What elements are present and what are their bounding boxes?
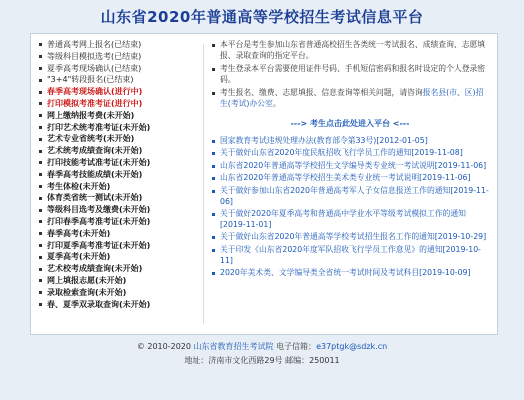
sidebar-menu-item[interactable] [39, 122, 199, 134]
sidebar-menu-label: 打印艺术统考准考证(未开始) [47, 122, 151, 132]
org-link[interactable]: 山东省教育招生考试院 [193, 342, 274, 351]
news-link-text: 国家教育考试违规处理办法(教育部令第33号)[2012-01-05] [220, 135, 428, 145]
copyright: © 2010-2020 [136, 342, 191, 351]
notice-column [211, 40, 489, 281]
notice-text: 本平台是考生参加山东省普通高校招生各类统一考试报名、成绩查询、志愿填报、录取查询的指定平台。 [220, 40, 486, 60]
footer-line-1 [0, 340, 524, 354]
bullet-icon [39, 67, 42, 70]
sidebar-menu-item[interactable] [39, 51, 199, 63]
bullet-icon [39, 279, 42, 282]
news-link-text: 2020年美术类、文学编导类全省统一考试时间及考试科目[2019-10-09] [220, 268, 471, 278]
sidebar-menu-label: 网上缴纳报考费(未开始) [47, 110, 135, 120]
sidebar-menu-item[interactable] [39, 204, 199, 216]
bullet-icon [212, 213, 215, 216]
bullet-icon [39, 126, 42, 129]
bullet-icon [39, 102, 42, 105]
email-label: 电子信箱： [276, 342, 317, 351]
news-item[interactable] [211, 136, 489, 147]
footer-address: 地址：济南市文化西路29号 邮编：250011 [184, 356, 340, 365]
sidebar-menu-item[interactable] [39, 145, 199, 157]
news-item[interactable] [211, 161, 489, 172]
sidebar-menu-label: 艺术统考成绩查询(未开始) [47, 146, 143, 156]
sidebar-menu-item[interactable] [39, 240, 199, 252]
sidebar-menu [39, 39, 199, 310]
bullet-icon [39, 185, 42, 188]
email-link[interactable]: e37ptgk@sdzk.cn [316, 342, 388, 351]
sidebar-menu-label: 体育类省统一测试(未开始) [47, 193, 143, 203]
news-item[interactable] [211, 245, 489, 266]
sidebar-menu-item[interactable] [39, 228, 199, 240]
bullet-icon [212, 92, 215, 95]
sidebar-menu-label: 夏季高考(未开始) [47, 252, 111, 262]
sidebar-menu-label: 春季高考技能成绩(未开始) [47, 169, 143, 179]
notice-text: 。 [272, 98, 281, 108]
notice-text: 考生报名、缴费、志愿填报、信息查询等相关问题，请咨询 [220, 88, 423, 98]
bullet-icon [212, 152, 215, 155]
bullet-icon [39, 55, 42, 58]
notice-text: 考生登录本平台需要使用证件号码、手机短信密码和报名时设定的个人登录密码。 [220, 64, 486, 84]
page-title: 山东省2020年普通高等学校招生考试信息平台 [100, 8, 424, 26]
news-list [211, 136, 489, 279]
bullet-icon [212, 272, 215, 275]
bullet-icon [39, 291, 42, 294]
sidebar-menu-item[interactable] [39, 110, 199, 122]
bullet-icon [212, 236, 215, 239]
sidebar-menu-label: 夏季高考现场确认(已结束) [47, 63, 142, 73]
news-item[interactable] [211, 186, 489, 207]
sidebar-menu-label: 打印夏季高考准考证(未开始) [47, 240, 151, 250]
divider [203, 44, 204, 324]
sidebar-menu-label: 考生体检(未开始) [47, 181, 111, 191]
sidebar-menu-label: 等级科目选考及缴费(未开始) [47, 205, 151, 215]
news-item[interactable] [211, 232, 489, 243]
bullet-icon [39, 197, 42, 200]
sidebar-menu-item[interactable] [39, 157, 199, 169]
sidebar-menu-item[interactable] [39, 63, 199, 75]
news-link-text: 关于做好山东省2020年普通高等学校考试招生报名工作的通知[2019-10-29] [220, 232, 487, 242]
bullet-icon [212, 140, 215, 143]
news-link-text: 关于做好参加山东省2020年普通高考军人子女信息报送工作的通知[2019-11-06] [220, 185, 489, 206]
sidebar-menu-item[interactable] [39, 39, 199, 51]
sidebar-menu-label: 艺术校考成绩查询(未开始) [47, 264, 143, 274]
bullet-icon [39, 150, 42, 153]
news-link-text: 山东省2020年普通高等学校招生文学编导类专业统一考试说明[2019-11-06] [220, 160, 487, 170]
bullet-icon [212, 249, 215, 252]
bullet-icon [39, 161, 42, 164]
sidebar-menu-item[interactable] [39, 86, 199, 98]
sidebar-menu-item[interactable] [39, 133, 199, 145]
footer [0, 340, 524, 368]
sidebar-menu-label: 录取检索查询(未开始) [47, 287, 127, 297]
bullet-icon [39, 114, 42, 117]
sidebar-menu-label: 打印模拟考准考证(进行中) [47, 98, 143, 108]
sidebar-menu-label: 春季高考(未开始) [47, 228, 111, 238]
sidebar-menu-item[interactable] [39, 216, 199, 228]
bullet-icon [39, 232, 42, 235]
bullet-icon [212, 165, 215, 168]
sidebar-menu-label: 打印春季高考准考证(未开始) [47, 216, 151, 226]
sidebar-menu-label: 春、夏季双录取查询(未开始) [47, 299, 151, 309]
bullet-icon [212, 177, 215, 180]
sidebar-menu-label: 网上填报志愿(未开始) [47, 275, 127, 285]
sidebar-menu-label: 打印技能考试准考证(未开始) [47, 157, 151, 167]
bullet-icon [39, 209, 42, 212]
sidebar-menu-item[interactable] [39, 263, 199, 275]
news-link-text: 关于做好山东省2020年度民航招收飞行学员工作的通知[2019-11-08] [220, 148, 463, 158]
bullet-icon [39, 244, 42, 247]
sidebar-menu-item[interactable] [39, 192, 199, 204]
bullet-icon [39, 173, 42, 176]
sidebar-menu-label: 艺术专业省统考(未开始) [47, 134, 135, 144]
sidebar-menu-item[interactable] [39, 169, 199, 181]
bullet-icon [39, 268, 42, 271]
bullet-icon [39, 91, 42, 94]
bullet-icon [39, 43, 42, 46]
notice-paragraph [211, 88, 489, 109]
sidebar-menu-item[interactable] [39, 275, 199, 287]
news-item[interactable] [211, 148, 489, 159]
sidebar-menu-item[interactable] [39, 251, 199, 263]
sidebar-menu-item[interactable] [39, 299, 199, 311]
exam-office-link[interactable]: 报名县(市、区)招生(考试)办公室 [220, 88, 484, 108]
bullet-icon [39, 138, 42, 141]
bullet-icon [39, 220, 42, 223]
news-item[interactable] [211, 268, 489, 279]
sidebar-menu-item[interactable] [39, 98, 199, 110]
enter-platform-link[interactable]: ---> 考生点击此处进入平台 <--- [290, 118, 410, 128]
news-link-text: 关于做好2020年夏季高考和普通高中学业水平等级考试模拟工作的通知[2019-11-01] [220, 209, 466, 229]
sidebar-menu-label: 春季高考现场确认(进行中) [47, 87, 143, 97]
news-link-text: 山东省2020年普通高等学校招生美术类专业统一考试说明[2019-11-06] [220, 173, 471, 183]
sidebar-menu-label: 等级科目模拟选考(已结束) [47, 51, 142, 61]
bullet-icon [39, 256, 42, 259]
sidebar-menu-item[interactable] [39, 74, 199, 86]
main-panel [30, 33, 498, 335]
news-item[interactable] [211, 173, 489, 184]
bullet-icon [39, 79, 42, 82]
news-item[interactable] [211, 209, 489, 230]
bullet-icon [212, 68, 215, 71]
bullet-icon [212, 190, 215, 193]
notice-paragraph [211, 64, 489, 85]
sidebar-menu-item[interactable] [39, 181, 199, 193]
sidebar-menu-label: "3+4"转段报名(已结束) [47, 75, 134, 85]
bullet-icon [39, 303, 42, 306]
sidebar-menu-item[interactable] [39, 287, 199, 299]
notice-paragraph [211, 40, 489, 61]
sidebar-menu-label: 普通高考网上报名(已结束) [47, 40, 142, 49]
bullet-icon [212, 44, 215, 47]
news-link-text: 关于印发《山东省2020年度军队招收飞行学员工作意见》的通知[2019-10-11] [220, 244, 481, 265]
